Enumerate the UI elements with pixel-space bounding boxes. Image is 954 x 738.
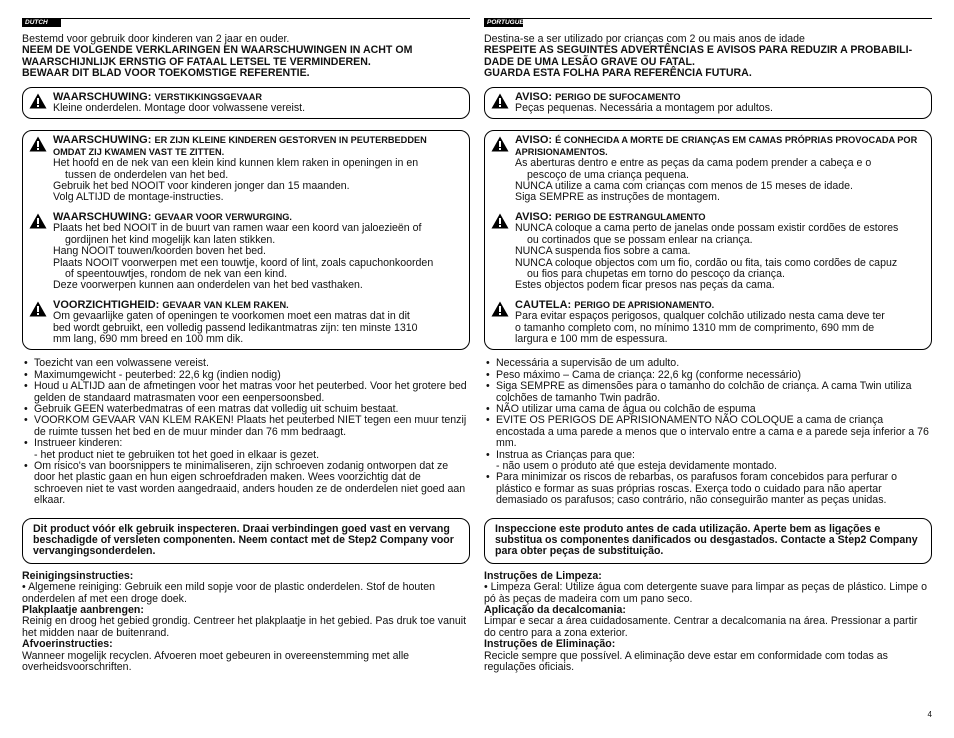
- warning-box-large: [22, 130, 470, 350]
- warning-label: AVISO:: [515, 210, 553, 223]
- portuguese-column: [484, 18, 932, 674]
- list-item: • Gebruik GEEN waterbedmatras of een matras dat volledig uit schuim bestaat.: [22, 404, 470, 415]
- warning-triangle-icon: [29, 213, 47, 229]
- list-item: • Siga SEMPRE as dimensões para o tamanho do colchão de criança. A cama Twin utiliza colchões de tamanho Twin padrão.: [484, 381, 932, 404]
- instruction-list: [484, 358, 932, 506]
- warning-section: [515, 135, 923, 203]
- warning-subject: ER ZIJN KLEINE KINDEREN GESTORVEN IN PEUTERBEDDEN OMDAT ZIJ KWAMEN VAST TE ZITTEN.: [53, 135, 427, 157]
- dutch-column: [22, 18, 470, 674]
- warning-label: AVISO:: [515, 90, 553, 103]
- warning-section: [53, 300, 461, 346]
- warning-text: Peças pequenas. Necessária a montagem por adultos.: [515, 102, 773, 115]
- list-item: • Houd u ALTIJD aan de afmetingen voor het matras voor het peuterbed. Voor het grotere bed gelden de standaard matrasmaten voor een eenpersoonsbed.: [22, 381, 470, 404]
- list-item: • EVITE OS PERIGOS DE APRISIONAMENTO NÃO COLOQUE a cama de criança encostada a uma parede a menos que o intervalo entre a cama e a parede seja inferior a 76 mm.: [484, 415, 932, 449]
- list-item: • VOORKOM GEVAAR VAN KLEM RAKEN! Plaats het peuterbed NIET tegen een muur tenzij de ruimte tussen het bed en de muur minder dan 76 mm bedraagt.: [22, 415, 470, 438]
- warning-triangle-icon: [29, 301, 47, 317]
- inspection-notice: Inspeccione este produto antes de cada utilização. Aperte bem as ligações e substitua os componentes danificados ou desgastados. Contacte a Step2 Company para obter peças de substituição.: [484, 518, 932, 564]
- warning-text: Para evitar espaços perigosos, qualquer colchão utilizado nesta cama deve ter: [515, 310, 885, 323]
- warning-box-small: [22, 87, 470, 120]
- warning-text: Estes objectos podem ficar presos nas peças da cama.: [515, 279, 775, 292]
- warning-subject: GEVAAR VOOR VERWURGING.: [154, 211, 292, 222]
- intro-line: Destina-se a ser utilizado por crianças com 2 ou mais anos de idade: [484, 33, 805, 45]
- warning-label: AVISO:: [515, 134, 553, 147]
- list-item: • Maximumgewicht - peuterbed: 22,6 kg (indien nodig): [22, 370, 470, 381]
- care-text: • Limpeza Geral: Utilize água com detergente suave para limpar as peças de plástico. Limpe o pó às peças de madeira com um pano seco.: [484, 581, 927, 605]
- warning-text: o tamanho completo com, no mínimo 1310 mm de comprimento, 690 mm de: [515, 321, 875, 334]
- warning-text: Plaats NOOIT voorwerpen met een touwtje, koord of lint, zoals capuchonkoorden: [53, 256, 434, 269]
- care-instructions: [22, 571, 470, 674]
- warning-text: tussen de onderdelen van het bed.: [65, 168, 229, 181]
- warning-text: largura e 100 mm de espessura.: [515, 332, 668, 345]
- list-item: • Toezicht van een volwassene vereist.: [22, 358, 470, 369]
- warning-text: Hang NOOIT touwen/koorden boven het bed.: [53, 245, 266, 258]
- warning-box-large: [484, 130, 932, 350]
- warning-section: [53, 92, 461, 115]
- warning-subject: PERIGO DE SUFOCAMENTO: [555, 91, 681, 102]
- care-heading: Aplicação da decalcomania:: [484, 604, 626, 617]
- list-item: • Necessária a supervisão de um adulto.: [484, 358, 932, 369]
- care-text: Recicle sempre que possível. A eliminação deve estar em conformidade com todas as regulações oficiais.: [484, 649, 888, 674]
- intro-line: BEWAAR DIT BLAD VOOR TOEKOMSTIGE REFERENTIE.: [22, 67, 310, 80]
- care-text: Limpar e secar a área cuidadosamente. Centrar a decalcomania na área. Pressionar a partir do centro para a zona exterior.: [484, 615, 918, 639]
- warning-section: [515, 212, 923, 292]
- warning-text: Deze voorwerpen kunnen aan onderdelen van het bed vasthaken.: [53, 279, 363, 292]
- list-item: • Para minimizar os riscos de rebarbas, os parafusos foram concebidos para perfurar o plástico e formar as suas próprias roscas. Exerça todo o cuidado para não apertar demasiado os parafusos; caso contrário, não conseguirão manter as peças unidas.: [484, 472, 932, 506]
- warning-text: Volg ALTIJD de montage-instructies.: [53, 191, 224, 204]
- care-text: Reinig en droog het gebied grondig. Centreer het plakplaatje in het gebied. Pas druk toe vanuit het midden naar de buitenrand.: [22, 615, 467, 639]
- intro-line: RESPEITE AS SEGUINTES ADVERTÊNCIAS E AVISOS PARA REDUZIR A PROBABILI-: [484, 44, 913, 57]
- warning-text: Kleine onderdelen. Montage door volwassene vereist.: [53, 102, 306, 115]
- warning-label: WAARSCHUWING:: [53, 210, 152, 223]
- warning-text: pescoço de uma criança pequena.: [527, 168, 689, 181]
- warning-text: NUNCA utilize a cama com crianças com menos de 15 meses de idade.: [515, 180, 853, 193]
- warning-text: bed wordt gebruikt, een volledig passend ledikantmatras zijn: ten minste 1310: [53, 321, 418, 334]
- warning-triangle-icon: [491, 136, 509, 152]
- warning-section: [515, 92, 923, 115]
- list-item: • Om risico's van boorsnippers te minimaliseren, zijn schroeven zodanig ontworpen dat ze door het plastic gaan en hun eigen schroefdraden maken. Wees voorzichtig dat de schroeven niet te vast worden aangedraaid, anders houden ze de onderdelen niet goed aan elkaar.: [22, 461, 470, 507]
- warning-text: of speentouwtjes, rondom de nek van een kind.: [65, 267, 288, 280]
- warning-subject: É CONHECIDA A MORTE DE CRIANÇAS EM CAMAS PRÓPRIAS PROVOCADA POR APRISIONAMENTOS.: [515, 135, 918, 157]
- intro-line: Bestemd voor gebruik door kinderen van 2 jaar en ouder.: [22, 33, 290, 45]
- warning-triangle-icon: [29, 93, 47, 109]
- warning-section: [53, 135, 461, 203]
- language-bar: [22, 18, 470, 28]
- intro-line: GUARDA ESTA FOLHA PARA REFERÊNCIA FUTURA.: [484, 67, 752, 80]
- warning-text: Het hoofd en de nek van een klein kind kunnen klem raken in openingen in en: [53, 157, 419, 170]
- warning-text: NUNCA coloque objectos com um fio, cordão ou fita, tais como cordões de capuz: [515, 256, 898, 269]
- warning-section: [53, 212, 461, 292]
- intro-block: [484, 34, 932, 80]
- warning-text: ou cortinados que se possam enlear na criança.: [527, 233, 753, 246]
- care-heading: Afvoerinstructies:: [22, 638, 113, 651]
- warning-heading: [53, 135, 461, 158]
- care-heading: Instruções de Eliminação:: [484, 638, 616, 651]
- warning-subject: VERSTIKKINGSGEVAAR: [154, 91, 262, 102]
- intro-line: NEEM DE VOLGENDE VERKLARINGEN EN WAARSCHUWINGEN IN ACHT OM: [22, 44, 413, 57]
- warning-subject: PERIGO DE ESTRANGULAMENTO: [555, 211, 706, 222]
- language-tag: DUTCH: [22, 19, 61, 27]
- language-tag: PORTUGUESE: [484, 19, 523, 27]
- care-heading: Instruções de Limpeza:: [484, 569, 602, 582]
- list-item: • NÃO utilizar uma cama de água ou colchão de espuma: [484, 404, 932, 415]
- intro-line: WAARSCHIJNLIJK ERNSTIG OF FATAAL LETSEL TE VERMINDEREN.: [22, 55, 371, 68]
- care-heading: Plakplaatje aanbrengen:: [22, 604, 144, 617]
- warning-section: [515, 300, 923, 346]
- care-text: • Algemene reiniging: Gebruik een mild sopje voor de plastic onderdelen. Stof de houten onderdelen af met een droge doek.: [22, 581, 436, 605]
- care-instructions: [484, 571, 932, 674]
- list-item: • Peso máximo – Cama de criança: 22,6 kg (conforme necessário): [484, 370, 932, 381]
- warning-label: VOORZICHTIGHEID:: [53, 298, 160, 311]
- warning-text: As aberturas dentro e entre as peças da cama podem prender a cabeça e o: [515, 157, 872, 170]
- intro-block: [22, 34, 470, 80]
- warning-subject: PERIGO DE APRISIONAMENTO.: [574, 299, 715, 310]
- warning-triangle-icon: [491, 301, 509, 317]
- warning-triangle-icon: [491, 213, 509, 229]
- warning-text: Plaats het bed NOOIT in de buurt van ramen waar een koord van jaloezieën of: [53, 222, 422, 235]
- list-item: • Instrueer kinderen: - het product niet te gebruiken tot het goed in elkaar is gezet.: [22, 438, 470, 461]
- warning-label: WAARSCHUWING:: [53, 134, 152, 147]
- list-item: • Instrua as Crianças para que: - não usem o produto até que esteja devidamente montado.: [484, 450, 932, 473]
- warning-text: NUNCA suspenda fios sobre a cama.: [515, 245, 691, 258]
- warning-heading: [515, 135, 923, 158]
- page-number: 4: [927, 709, 932, 719]
- warning-triangle-icon: [29, 136, 47, 152]
- warning-text: Om gevaarlijke gaten of openingen te voorkomen moet een matras dat in dit: [53, 310, 410, 323]
- warning-subject: GEVAAR VAN KLEM RAKEN.: [162, 299, 289, 310]
- warning-text: Siga SEMPRE as instruções de montagem.: [515, 191, 720, 204]
- care-heading: Reinigingsinstructies:: [22, 569, 134, 582]
- inspection-notice: Dit product vóór elk gebruik inspecteren. Draai verbindingen goed vast en vervang beschadigde of versleten componenten. Neem contact met de Step2 Company voor vervangingsonderdelen.: [22, 518, 470, 564]
- warning-text: ou fios para chupetas em torno do pescoço da criança.: [527, 267, 785, 280]
- warning-text: NUNCA coloque a cama perto de janelas onde possam existir cordões de estores: [515, 222, 899, 235]
- warning-text: gordijnen het kind mogelijk kan laten stikken.: [65, 233, 276, 246]
- warning-triangle-icon: [491, 93, 509, 109]
- care-text: Wanneer mogelijk recyclen. Afvoeren moet gebeuren in overeenstemming met alle overheidsvoorschriften.: [22, 649, 410, 674]
- language-bar: [484, 18, 932, 28]
- intro-line: DADE DE UMA LESÃO GRAVE OU FATAL.: [484, 55, 695, 68]
- warning-box-small: [484, 87, 932, 120]
- warning-text: mm lang, 690 mm breed en 100 mm dik.: [53, 332, 244, 345]
- warning-label: CAUTELA:: [515, 298, 572, 311]
- warning-label: WAARSCHUWING:: [53, 90, 152, 103]
- warning-text: Gebruik het bed NOOIT voor kinderen jonger dan 15 maanden.: [53, 180, 350, 193]
- instruction-list: [22, 358, 470, 506]
